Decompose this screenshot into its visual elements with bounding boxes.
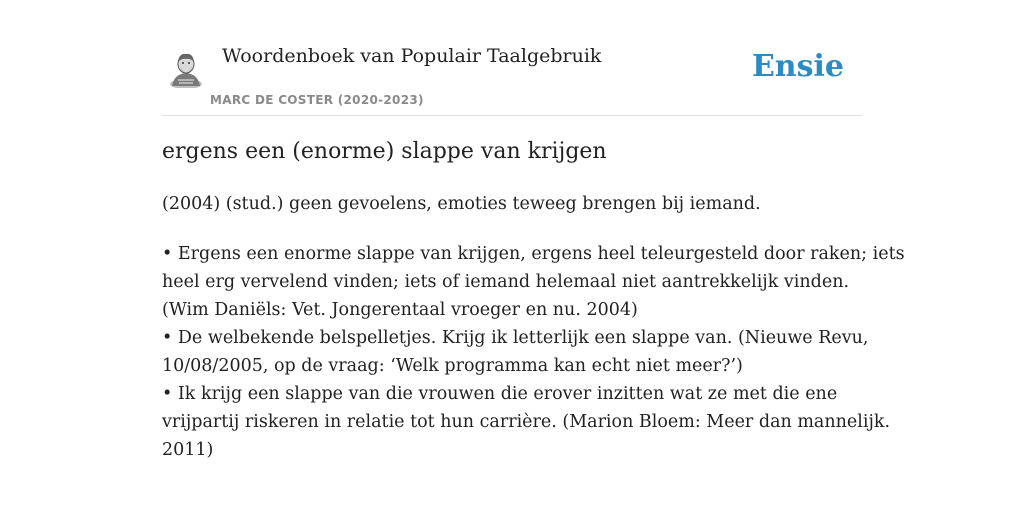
example-line: 10/08/2005, op de vraag: ‘Welk programma kan echt niet meer?’) <box>162 356 743 376</box>
dictionary-title[interactable]: Woordenboek van Populair Taalgebruik <box>222 45 602 67</box>
example-line: heel erg vervelend vinden; iets of iemand helemaal niet aantrekkelijk vinden. <box>162 272 850 292</box>
example-line: vrijpartij riskeren in relatie tot hun carrière. (Marion Bloem: Meer dan mannelijk. <box>162 412 891 432</box>
example-line: • Ik krijg een slappe van die vrouwen die erover inzitten wat ze met die ene <box>162 384 838 404</box>
example-line: • De welbekende belspelletjes. Krijg ik letterlijk een slappe van. (Nieuwe Revu, <box>162 328 869 348</box>
entry-definition: (2004) (stud.) geen gevoelens, emoties teweeg brengen bij iemand. <box>162 194 761 214</box>
author-portrait-icon <box>168 50 204 88</box>
author-byline: MARC DE COSTER (2020-2023) <box>210 93 424 107</box>
entry-term: ergens een (enorme) slappe van krijgen <box>162 139 607 164</box>
example-line: • Ergens een enorme slappe van krijgen, ergens heel teleurgesteld door raken; iets <box>162 244 905 264</box>
example-line: 2011) <box>162 440 214 460</box>
entry-examples <box>162 240 905 464</box>
example-line: (Wim Daniëls: Vet. Jongerentaal vroeger en nu. 2004) <box>162 300 638 320</box>
ensie-logo-link[interactable]: Ensie <box>751 49 844 84</box>
dictionary-header <box>162 40 862 116</box>
